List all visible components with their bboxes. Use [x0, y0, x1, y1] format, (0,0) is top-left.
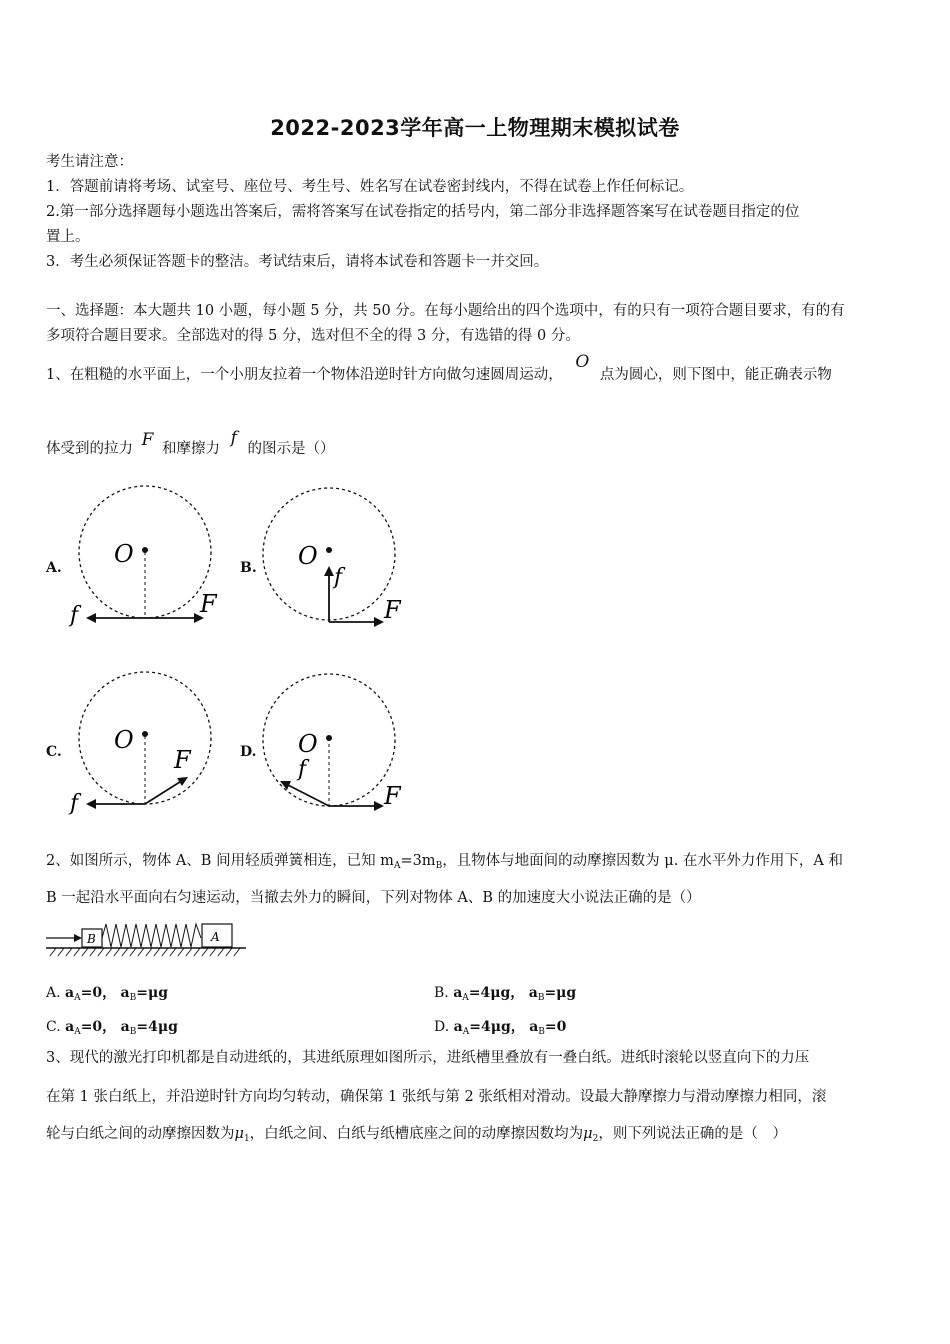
q2-text-c: ，且物体与地面间的动摩擦因数为 μ. 在水平外力作用下，A 和 [442, 853, 844, 869]
F-arrow [145, 780, 183, 804]
q2-aB-symbol: a [529, 1019, 539, 1035]
notice-item-2-cont: 置上。 [46, 229, 90, 245]
f-label: f [334, 565, 343, 590]
notice-item-2: 2.第一部分选择题每小题选出答案后，需将答案写在试卷指定的括号内，第二部分非选择题答案写在试卷题目指定的位 [46, 204, 800, 220]
section-heading-line2: 多项符合题目要求。全部选对的得 5 分，选对但不全的得 3 分，有选错的得 0 分。 [46, 328, 580, 344]
q1-option-b-diagram[interactable] [250, 480, 420, 640]
q2-sub-b: B [435, 861, 443, 871]
q1-f-symbol: f [230, 428, 237, 448]
q2-aA-symbol: a [453, 985, 463, 1001]
q2-option-c-label: C. [46, 1019, 61, 1035]
q2-option-b-aA: =4μg， [468, 985, 525, 1001]
q2-option-d-label: D. [434, 1019, 450, 1035]
q2-option-d[interactable] [434, 1016, 566, 1036]
q3-mu2: μ [583, 1126, 593, 1142]
q2-aB-sub: B [538, 1027, 545, 1037]
page-title: 2022-2023学年高一上物理期末模拟试卷 [270, 116, 680, 140]
q2-option-a-aA: =0， [80, 985, 117, 1001]
center-dot [142, 731, 148, 737]
q2-option-b-label: B. [434, 985, 449, 1001]
F-label: F [384, 782, 401, 810]
q3-line3 [46, 1124, 908, 1144]
F-label: F [200, 590, 217, 618]
q1-option-a-diagram[interactable] [66, 480, 236, 640]
f-arrowhead [86, 799, 96, 809]
q3-text-a: 轮与白纸之间的动摩擦因数为 [46, 1126, 235, 1142]
f-arrowhead [86, 613, 96, 623]
q2-line1 [46, 851, 908, 871]
q1-text-a: 1、在粗糙的水平面上，一个小朋友拉着一个物体沿逆时针方向做匀速圆周运动， [46, 367, 563, 383]
q2-option-b[interactable] [434, 982, 576, 1002]
q2-text-b: =3m [400, 853, 436, 869]
notice-item-3: 3．考生必须保证答题卡的整洁。考试结束后，请将本试卷和答题卡一并交回。 [46, 254, 549, 270]
q1-F-symbol: F [141, 430, 154, 450]
f-label: f [70, 791, 79, 816]
q1-option-d-diagram[interactable] [250, 664, 420, 824]
q2-option-a-aB: =μg [136, 985, 169, 1001]
q3-line2: 在第 1 张白纸上，并沿逆时针方向均匀转动，确保第 1 张纸与第 2 张纸相对滑动。设最大静摩擦力与滑动摩擦力相同，滚 [46, 1089, 827, 1105]
center-dot [142, 547, 148, 553]
q1-option-b-label[interactable]: B. [240, 560, 257, 576]
q1-text-b: 点为圆心，则下图中，能正确表示物 [599, 367, 832, 383]
q3-text-c: ，则下列说法正确的是（ ） [598, 1126, 787, 1142]
q2-aB-symbol: a [120, 1019, 130, 1035]
q1-line2 [46, 428, 908, 459]
F-label: F [384, 596, 401, 624]
q2-aA-symbol: a [65, 1019, 75, 1035]
q1-text-c: 体受到的拉力 [46, 441, 133, 457]
q2-aB-sub: B [129, 993, 137, 1003]
q1-option-c-label[interactable]: C. [46, 744, 62, 760]
center-dot [326, 735, 332, 741]
q1-text-d: 和摩擦力 [162, 441, 221, 457]
q3-text-b: ，白纸之间、白纸与纸槽底座之间的动摩擦因数均为 [249, 1126, 584, 1142]
q2-sub-a: A [393, 861, 401, 871]
center-label: O [298, 542, 318, 570]
q1-o-symbol: O [575, 352, 590, 372]
block-b-label: B [87, 932, 96, 946]
q2-text-a: 2、如图所示，物体 A、B 间用轻质弹簧相连，已知 m [46, 853, 394, 869]
q2-aB-sub: B [129, 1027, 137, 1037]
f-label: f [70, 603, 79, 628]
F-arrowhead [374, 801, 384, 811]
q2-aB-sub: B [537, 993, 545, 1003]
center-label: O [114, 540, 134, 568]
q2-spring-diagram [44, 920, 250, 960]
F-label: F [174, 746, 191, 774]
q2-aA-sub: A [74, 1027, 81, 1037]
spring [102, 924, 201, 947]
q2-aA-sub: A [462, 993, 469, 1003]
center-label: O [114, 726, 134, 754]
q1-line1 [46, 352, 908, 385]
block-a-label: A [211, 930, 220, 944]
q1-option-d-label[interactable]: D. [240, 744, 257, 760]
q1-text-e: 的图示是（） [247, 441, 335, 457]
notice-heading: 考生请注意： [46, 154, 133, 170]
q2-aB-symbol: a [528, 985, 538, 1001]
q2-option-b-aB: =μg [544, 985, 577, 1001]
q3-mu1-sub: 1 [243, 1134, 250, 1144]
push-arrowhead [74, 934, 82, 942]
ground-hatching [50, 948, 240, 956]
q2-option-a[interactable] [46, 982, 168, 1002]
q2-aA-symbol: a [453, 1019, 463, 1035]
q3-mu1: μ [234, 1126, 244, 1142]
F-arrowhead [177, 777, 188, 786]
q2-line2: B 一起沿水平面向右匀速运动，当撤去外力的瞬间，下列对物体 A、B 的加速度大小说法正确的是（） [46, 890, 701, 906]
center-label: O [298, 730, 318, 758]
q1-option-a-label[interactable]: A. [46, 560, 62, 576]
notice-item-1: 1．答题前请将考场、试室号、座位号、考生号、姓名写在试卷密封线内，不得在试卷上作任何标记。 [46, 179, 694, 195]
q2-option-c[interactable] [46, 1016, 178, 1036]
section-heading-line1: 一、选择题：本大题共 10 小题，每小题 5 分，共 50 分。在每小题给出的四个选项中，有的只有一项符合题目要求，有的有 [46, 303, 845, 319]
f-arrowhead [324, 566, 334, 576]
q1-option-c-diagram[interactable] [66, 664, 236, 824]
q2-option-d-aA: =4μg， [469, 1019, 525, 1035]
q3-line1: 3、现代的激光打印机都是自动进纸的，其进纸原理如图所示，进纸槽里叠放有一叠白纸。进纸时滚轮以竖直向下的力压 [46, 1050, 810, 1066]
f-label: f [298, 757, 307, 782]
q2-aA-symbol: a [65, 985, 75, 1001]
q2-aB-symbol: a [120, 985, 130, 1001]
q2-aA-sub: A [74, 993, 81, 1003]
q2-option-a-label: A. [46, 985, 61, 1001]
q3-mu2-sub: 2 [592, 1134, 599, 1144]
q2-option-c-aA: =0， [80, 1019, 117, 1035]
center-dot [326, 547, 332, 553]
F-arrowhead [374, 617, 384, 627]
f-arrow [286, 784, 329, 806]
q2-aA-sub: A [462, 1027, 470, 1037]
q2-option-c-aB: =4μg [136, 1019, 178, 1035]
q2-option-d-aB: =0 [544, 1019, 567, 1035]
